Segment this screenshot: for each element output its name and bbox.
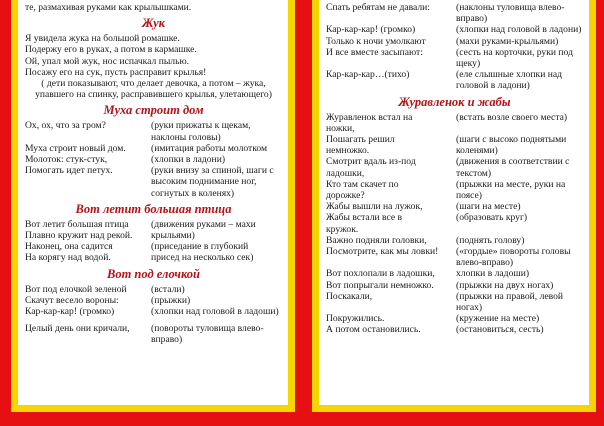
verse-text: Жабы вышли на лужок, xyxy=(326,201,423,213)
verse-text: И все вместе засыпают: xyxy=(326,46,423,58)
verse-action: (хлопки над головой в ладони) xyxy=(456,24,582,36)
verse-text: Важно подняли головки, xyxy=(326,234,427,246)
verse-row xyxy=(326,47,583,69)
verse-action: (приседание в глубокий xyxy=(151,241,249,253)
verse-row xyxy=(326,246,583,268)
verse-text: Ох, ох, что за гром? xyxy=(25,120,106,132)
verse-action: (прыжки на двух ногах) xyxy=(456,279,554,291)
verse-row xyxy=(25,154,282,165)
verse-row xyxy=(326,313,583,324)
verse-action: (имитация работы молотком xyxy=(151,142,268,154)
section-title-zhuravlenok: Журавленок и жабы xyxy=(398,94,511,109)
verse-action: (хлопки в ладони) xyxy=(151,154,226,166)
verse-row xyxy=(25,165,282,199)
verse-row xyxy=(326,212,583,234)
verse-action: (махи руками-крыльями) xyxy=(456,35,559,47)
right-page xyxy=(312,0,596,412)
verse-row xyxy=(326,235,583,246)
verse-action: (кружение на месте) xyxy=(456,313,540,325)
verse-action: (встать возле своего места) xyxy=(456,111,568,123)
verse-text: На корягу над водой. xyxy=(25,252,111,264)
verse-action: присед на несколько сек) xyxy=(151,252,254,264)
verse-text: Жабы встали все в кружок. xyxy=(326,212,403,235)
verse-action: (хлопки над головой в ладоши) xyxy=(151,306,279,318)
verse-text: Скачут весело вороны: xyxy=(25,294,119,306)
verse-text: Вот под елочкой зеленой xyxy=(25,283,127,295)
verse-row xyxy=(25,284,282,295)
verse-row xyxy=(25,252,282,263)
verse-text: А потом остановились. xyxy=(326,324,421,336)
verse-action: (наклоны туловища влево-вправо) xyxy=(456,2,565,25)
verse-row xyxy=(25,295,282,306)
verse-row xyxy=(25,323,282,345)
poem-line: Посажу его на сук, пусть расправит крылья! xyxy=(25,66,207,78)
verse-action: хлопки в ладоши) xyxy=(456,268,530,280)
verse-text: Кар-кар-кар…(тихо) xyxy=(326,69,410,81)
poem-line: Подержу его в руках, а потом в кармашке. xyxy=(25,44,197,56)
verse-text: Смотрит вдаль из-под ладошки, xyxy=(326,156,416,179)
verse-action: (руки прижаты к щекам, наклоны головы) xyxy=(151,120,251,143)
verse-text: Кар-кар-кар! (громко) xyxy=(326,24,416,36)
verse-action: (шаги с высоко поднятыми коленями) xyxy=(456,134,567,157)
section-title-mukha: Муха строит дом xyxy=(103,103,204,118)
verse-action: (движения руками – махи xyxy=(151,218,256,230)
section-title-zhuk: Жук xyxy=(142,16,165,31)
verse-text: Целый день они кричали, xyxy=(25,323,130,335)
verse-text: Вот летит большая птица xyxy=(25,218,129,230)
verse-row xyxy=(326,2,583,24)
verse-text: Вот попрыгали немножко. xyxy=(326,279,434,291)
verse-row xyxy=(326,268,583,279)
poem-line: Ой, упал мой жук, нос испачкал пылью. xyxy=(25,55,190,67)
verse-action: (движения в соответствии с текстом) xyxy=(456,156,570,179)
verse-action: (повороты туловища влево-вправо) xyxy=(151,323,264,346)
verse-text: Посмотрите, как мы ловки! xyxy=(326,246,439,258)
verse-row xyxy=(326,134,583,156)
verse-text: Пошагать решил немножко. xyxy=(326,134,395,157)
verse-action: (прыжки) xyxy=(151,294,191,306)
verse-row xyxy=(326,201,583,212)
intro-line: те, размахивая руками как крылышками. xyxy=(25,2,192,13)
poem-line: Я увидела жука на большой ромашке. xyxy=(25,33,180,45)
verse-action: (поднять голову) xyxy=(456,234,525,246)
verse-text: Кто там скачет по дорожке? xyxy=(326,178,399,202)
verse-row xyxy=(326,324,583,335)
verse-row xyxy=(326,24,583,35)
verse-text: Спать ребятам не давали: xyxy=(326,2,430,13)
section-title-ptitsa: Вот летит большая птица xyxy=(75,201,232,216)
verse-text: Вот похлопали в ладошки, xyxy=(326,268,435,280)
verse-text: Покружились. xyxy=(326,313,385,325)
verse-action: (образовать круг) xyxy=(456,212,528,224)
verse-row xyxy=(326,69,583,91)
verse-action: (остановиться, сесть) xyxy=(456,324,544,336)
verse-text: Помогать идет петух. xyxy=(25,165,113,177)
verse-row xyxy=(25,230,282,241)
verse-row xyxy=(25,219,282,230)
verse-row xyxy=(25,306,282,317)
verse-text: Наконец, она садится xyxy=(25,241,113,253)
verse-action: (встали) xyxy=(151,283,185,295)
verse-text: Плавно кружит над рекой. xyxy=(25,230,133,242)
verse-text: Муха строит новый дом. xyxy=(25,142,126,154)
verse-text: Молоток: стук-стук, xyxy=(25,154,108,166)
verse-text: Поскакали, xyxy=(326,290,373,302)
verse-action: (еле слышные хлопки над головой в ладони) xyxy=(456,69,562,92)
verse-action: (прыжки на правой, левой ногах) xyxy=(456,290,564,314)
verse-row xyxy=(25,120,282,142)
verse-row xyxy=(25,143,282,154)
verse-text: Журавленок встал на ножки, xyxy=(326,111,413,134)
left-page xyxy=(11,0,295,412)
verse-action: (прыжки на месте, руки на поясе) xyxy=(456,178,566,202)
verse-row xyxy=(326,179,583,201)
verse-action: (сесть на корточки, руки под щеку) xyxy=(456,46,573,70)
verse-action: («гордые» повороты головы влево-вправо) xyxy=(456,246,571,269)
verse-action: (шаги на месте) xyxy=(456,201,521,213)
verse-text: Только к ночи умолкают xyxy=(326,35,426,47)
verse-row xyxy=(326,36,583,47)
verse-row xyxy=(326,156,583,178)
verse-row xyxy=(326,291,583,313)
verse-row xyxy=(326,112,583,134)
verse-action: (руки внизу за спиной, шаги с высоким поднимание ног, согнутых в коленях) xyxy=(151,165,274,199)
verse-text: Кар-кар-кар! (громко) xyxy=(25,306,115,318)
poem-note: ( дети показывают, что делает девочка, а потом – жука, упавшего на спинку, расправившего крылья, улетающего) xyxy=(35,78,272,101)
section-title-elochka: Вот под елочкой xyxy=(107,266,200,281)
verse-row xyxy=(25,241,282,252)
verse-row xyxy=(326,280,583,291)
verse-action: крыльями) xyxy=(151,230,195,242)
